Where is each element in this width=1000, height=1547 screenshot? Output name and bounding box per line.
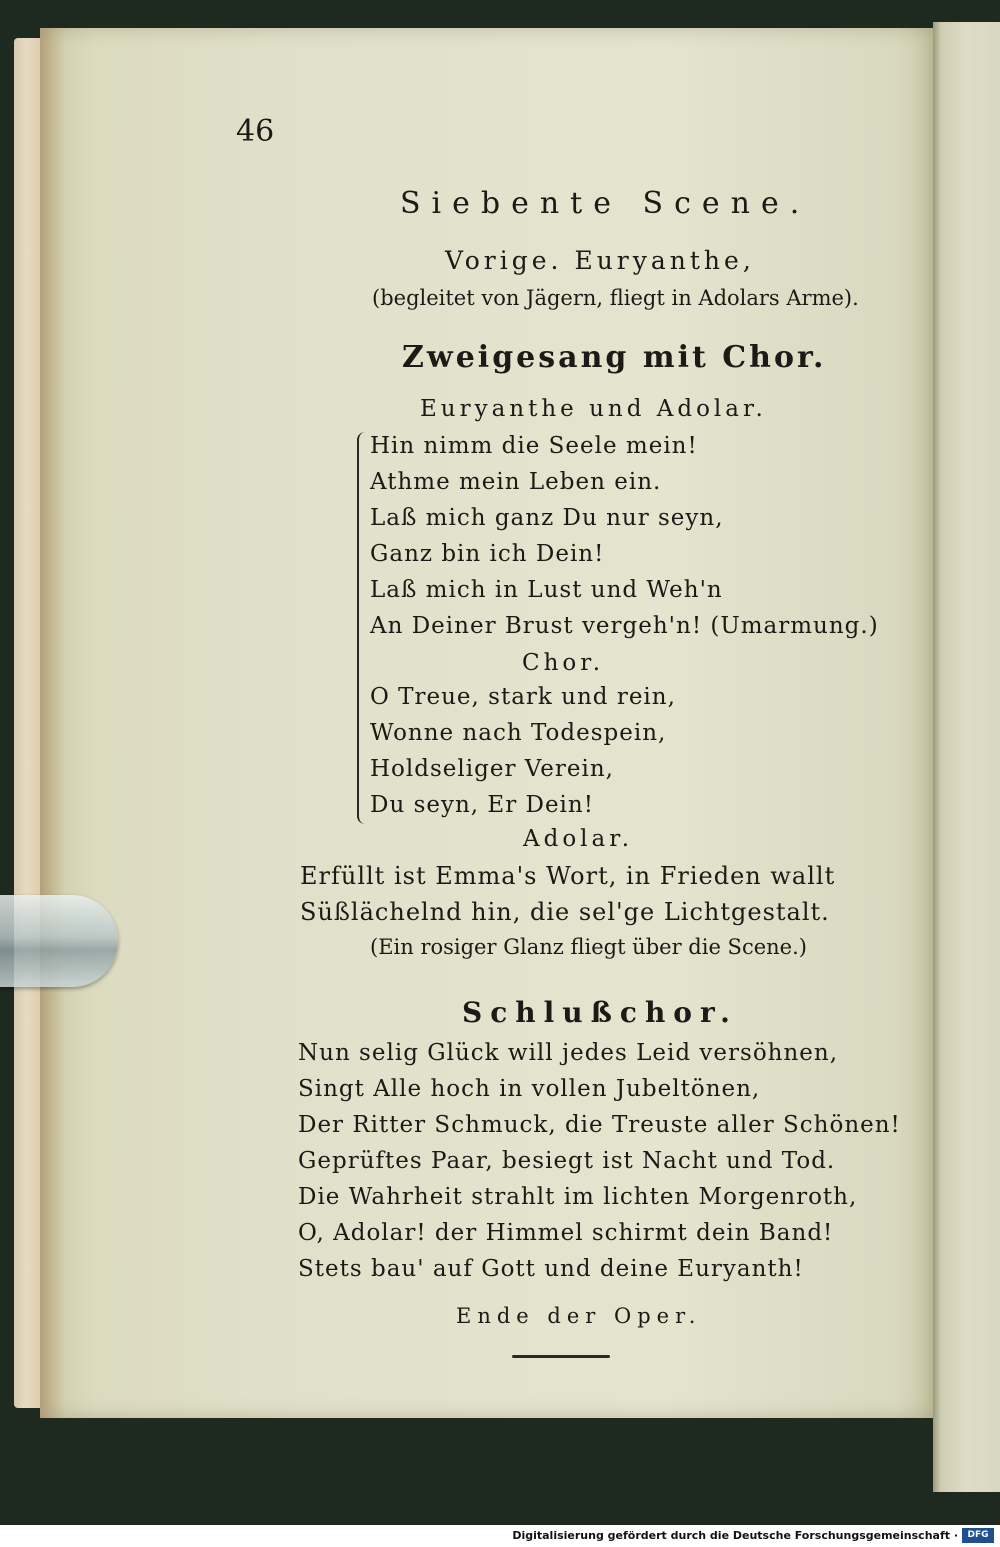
chorus-line: Wonne nach Todespein, <box>370 720 667 746</box>
next-page-edge <box>933 22 1000 1492</box>
duet-speaker: Euryanthe und Adolar. <box>420 396 767 422</box>
duet-line: Laß mich ganz Du nur seyn, <box>370 505 724 531</box>
final-chorus-line: Singt Alle hoch in vollen Jubeltönen, <box>298 1076 761 1102</box>
dfg-logo-icon: DFG <box>962 1528 994 1543</box>
chorus-line: O Treue, stark und rein, <box>370 684 676 710</box>
final-chorus-line: Nun selig Glück will jedes Leid versöhnen, <box>298 1040 839 1066</box>
verse-bracket <box>357 432 367 824</box>
duet-line: Athme mein Leben ein. <box>370 469 662 495</box>
cast-line: Vorige. Euryanthe, <box>445 246 755 275</box>
duet-line: Ganz bin ich Dein! <box>370 541 605 567</box>
stage-direction-1: (begleitet von Jägern, fliegt in Adolars Arme). <box>372 286 859 310</box>
final-chorus-line: O, Adolar! der Himmel schirmt dein Band! <box>298 1220 834 1246</box>
dfg-credit: Digitalisierung gefördert durch die Deutsche Forschungsgemeinschaft · <box>512 1529 958 1542</box>
duet-heading: Zweigesang mit Chor. <box>402 340 827 375</box>
footer-bar <box>0 1525 1000 1547</box>
chorus-line: Holdseliger Verein, <box>370 756 614 782</box>
end-of-opera: Ende der Oper. <box>456 1304 702 1328</box>
chorus-line: Du seyn, Er Dein! <box>370 792 594 818</box>
final-chorus-line: Geprüftes Paar, besiegt ist Nacht und Tod. <box>298 1148 836 1174</box>
closing-rule <box>512 1355 610 1358</box>
page-number: 46 <box>236 114 275 149</box>
final-chorus-line: Die Wahrheit strahlt im lichten Morgenroth, <box>298 1184 858 1210</box>
adolar-line: Erfüllt ist Emma's Wort, in Frieden wallt <box>300 862 836 890</box>
scene-title: Siebente Scene. <box>400 186 811 221</box>
stage-direction-2: (Ein rosiger Glanz fliegt über die Scene.) <box>370 935 807 959</box>
adolar-line: Süßlächelnd hin, die sel'ge Lichtgestalt. <box>300 898 830 926</box>
duet-line: Hin nimm die Seele mein! <box>370 433 698 459</box>
chorus-speaker: Chor. <box>522 650 605 676</box>
final-chorus-line: Der Ritter Schmuck, die Treuste aller Schönen! <box>298 1112 901 1138</box>
final-chorus-heading: Schlußchor. <box>462 996 738 1029</box>
duet-line: Laß mich in Lust und Weh'n <box>370 577 723 603</box>
adolar-speaker: Adolar. <box>523 826 634 852</box>
final-chorus-line: Stets bau' auf Gott und deine Euryanth! <box>298 1256 804 1282</box>
duet-line: An Deiner Brust vergeh'n! (Umarmung.) <box>370 613 879 639</box>
page-clip <box>0 895 118 987</box>
